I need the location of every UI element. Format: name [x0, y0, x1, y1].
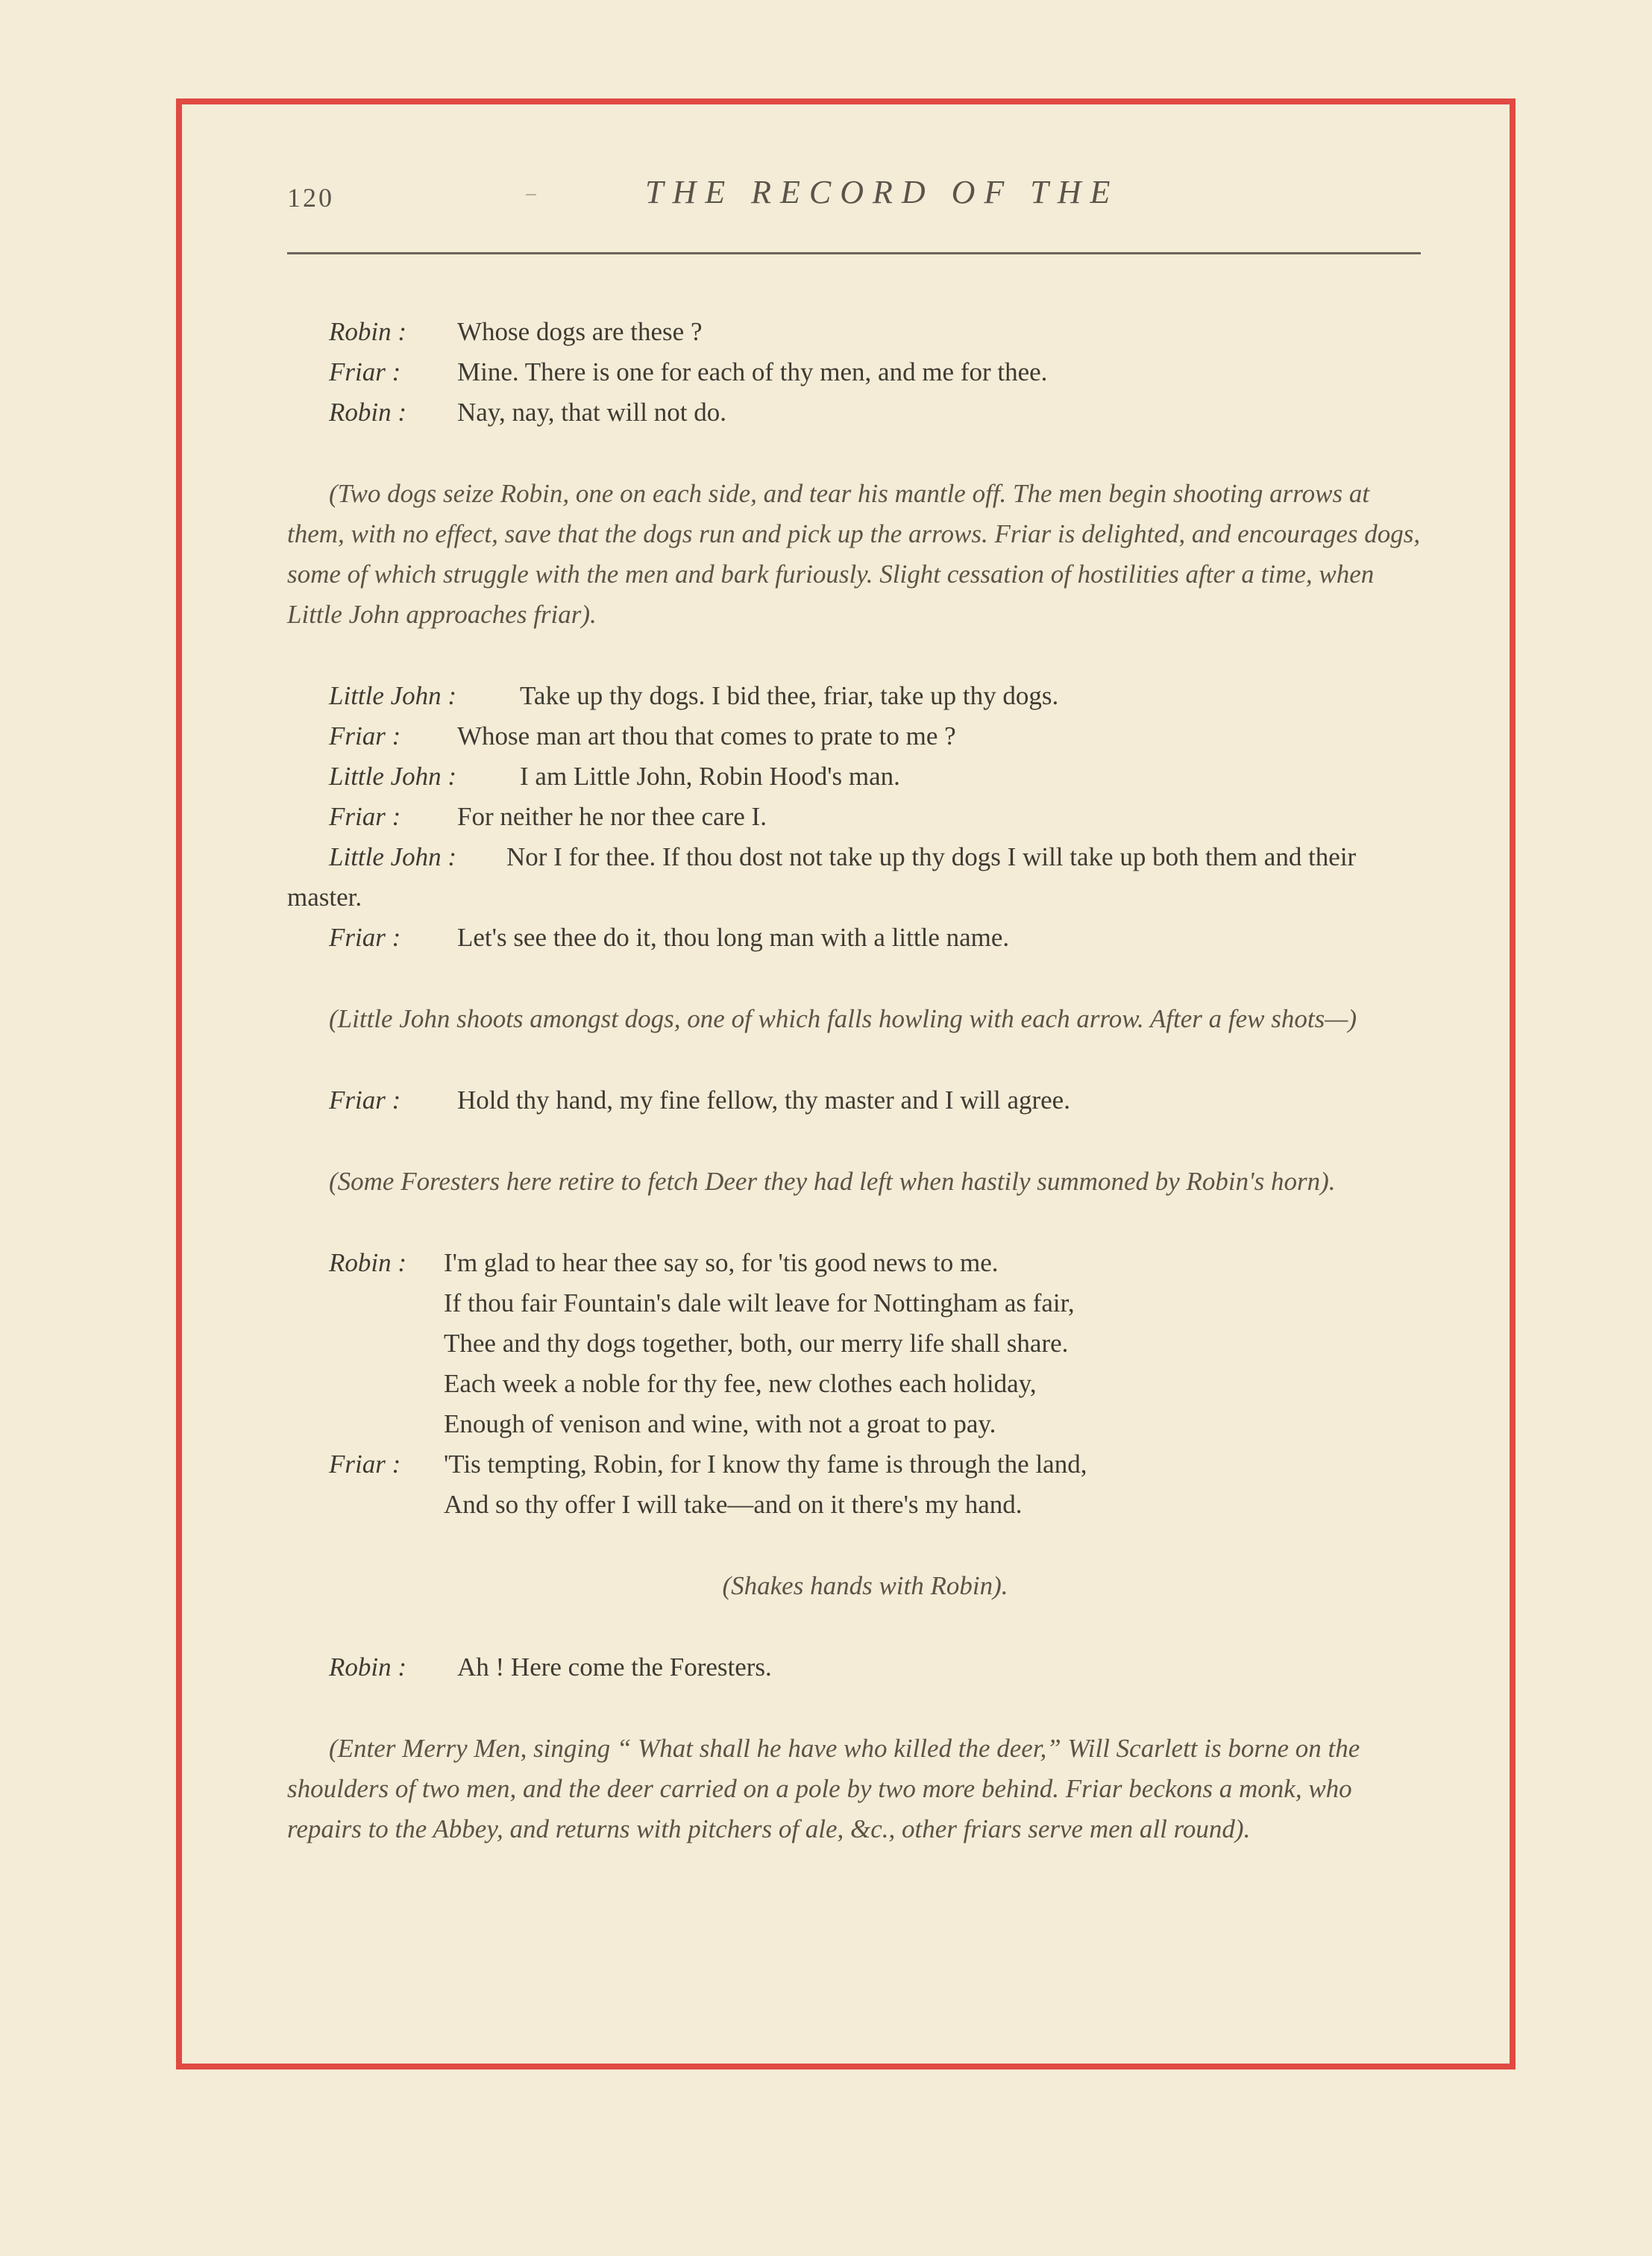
- spacer: [287, 1121, 1421, 1162]
- verse-line: I'm glad to hear thee say so, for 'tis good news to me.: [444, 1248, 999, 1277]
- speaker-label: Little John :: [329, 842, 457, 871]
- speaker-label: Little John :: [329, 762, 457, 791]
- speaker-label: Friar :: [329, 721, 401, 751]
- running-title: THE RECORD OF THE: [645, 174, 1119, 210]
- dialogue-text: Take up thy dogs. I bid thee, friar, take up thy dogs.: [520, 681, 1059, 710]
- spacer: [287, 1525, 1421, 1566]
- verse-line: Enough of venison and wine, with not a groat to pay.: [444, 1409, 996, 1438]
- verse-line: Thee and thy dogs together, both, our merry life shall share.: [444, 1329, 1069, 1358]
- dialogue-line: [287, 797, 1421, 837]
- verse-line: And so thy offer I will take—and on it there's my hand.: [444, 1490, 1023, 1519]
- dialogue-text: Let's see thee do it, thou long man with a little name.: [457, 923, 1010, 952]
- spacer: [287, 958, 1421, 999]
- speaker-label: Friar :: [329, 1450, 401, 1479]
- dialogue-line-wrapped: [287, 837, 1421, 918]
- dialogue-line: [287, 312, 1421, 352]
- dialogue-line: [287, 352, 1421, 392]
- dialogue-text: For neither he nor thee care I.: [457, 802, 767, 831]
- speaker-label: Friar :: [329, 1085, 401, 1115]
- spacer: [287, 1606, 1421, 1647]
- dialogue-line: [287, 756, 1421, 797]
- spacer: [287, 1688, 1421, 1729]
- dialogue-text: I am Little John, Robin Hood's man.: [520, 762, 900, 791]
- speaker-label: Little John :: [329, 681, 457, 710]
- stage-direction: (Some Foresters here retire to fetch Deer they had left when hastily summoned by Robin's horn).: [329, 1167, 1336, 1196]
- speaker-label: Robin :: [329, 1652, 407, 1682]
- stage-direction-centered: (Shakes hands with Robin).: [722, 1571, 1008, 1600]
- dialogue-text: Hold thy hand, my fine fellow, thy master and I will agree.: [457, 1085, 1070, 1115]
- header-rule: [287, 252, 1421, 254]
- header-dash: [526, 194, 536, 195]
- dialogue-line: [287, 392, 1421, 433]
- verse-line: If thou fair Fountain's dale wilt leave for Nottingham as fair,: [444, 1288, 1075, 1317]
- dialogue-line: [287, 1080, 1421, 1121]
- speaker-label: Friar :: [329, 357, 401, 386]
- verse-line: Each week a noble for thy fee, new clothes each holiday,: [444, 1369, 1037, 1398]
- dialogue-text: Whose dogs are these ?: [457, 317, 703, 346]
- stage-direction: (Two dogs seize Robin, one on each side, and tear his mantle off. The men begin shooting arrows at them, with no effect, save that the dogs run and pick up the arrows. Friar is delighted, and encourages dogs, some of which struggle with the men and bark furiously. Slight cessation of hostilities after a time, when Little John approaches friar).: [287, 479, 1421, 629]
- dialogue-text: Mine. There is one for each of thy men, and me for thee.: [457, 357, 1048, 386]
- dialogue-line: [287, 1647, 1421, 1688]
- stage-direction: (Little John shoots amongst dogs, one of which falls howling with each arrow. After a few shots—): [329, 1004, 1357, 1033]
- verse-line: 'Tis tempting, Robin, for I know thy fame is through the land,: [444, 1450, 1087, 1479]
- spacer: [287, 1202, 1421, 1243]
- dialogue-text: Whose man art thou that comes to prate to me ?: [457, 721, 956, 751]
- speaker-label: Friar :: [329, 802, 401, 831]
- stage-direction: (Enter Merry Men, singing “ What shall he have who killed the deer,” Will Scarlett is borne on the shoulders of two men, and the deer carried on a pole by two more behind. Friar beckons a monk, who repairs to the Abbey, and returns with pitchers of ale, &c., other friars serve men all round).: [287, 1734, 1360, 1843]
- dialogue-line: [287, 716, 1421, 756]
- spacer: [287, 433, 1421, 474]
- dialogue-text: Nay, nay, that will not do.: [457, 398, 726, 427]
- spacer: [287, 635, 1421, 676]
- verse-block: [287, 1243, 1421, 1525]
- page-number: 120: [287, 183, 334, 213]
- page-header: [287, 173, 1421, 221]
- dialogue-text: Ah ! Here come the Foresters.: [457, 1652, 772, 1682]
- speaker-label: Robin :: [329, 1248, 407, 1277]
- spacer: [287, 1039, 1421, 1080]
- speaker-label: Robin :: [329, 398, 407, 427]
- speaker-label: Friar :: [329, 923, 401, 952]
- page-body: [287, 312, 1421, 1849]
- dialogue-line: [287, 676, 1421, 716]
- speaker-label: Robin :: [329, 317, 407, 346]
- dialogue-text: Nor I for thee. If thou dost not take up thy dogs I will take up both them and their master.: [287, 842, 1357, 912]
- dialogue-line: [287, 918, 1421, 958]
